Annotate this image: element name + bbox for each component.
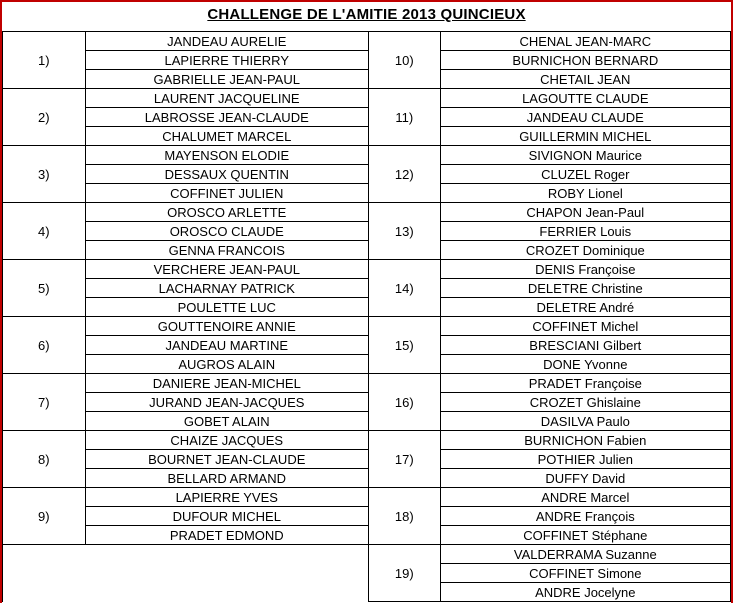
team-members: [441, 431, 731, 488]
member-name: PRADET EDMOND: [86, 526, 368, 545]
team-number: 9): [2, 488, 86, 545]
team-members: [86, 260, 369, 317]
member-name: ANDRE Jocelyne: [441, 583, 730, 602]
member-name: DUFOUR MICHEL: [86, 507, 368, 526]
member-name: BOURNET JEAN-CLAUDE: [86, 450, 368, 469]
member-name: CHALUMET MARCEL: [86, 127, 368, 146]
member-name: JANDEAU CLAUDE: [441, 108, 730, 127]
team-members: [86, 32, 369, 89]
member-name: POTHIER Julien: [441, 450, 730, 469]
team-number: 7): [2, 374, 86, 431]
team-number: 16): [369, 374, 441, 431]
member-name: BURNICHON BERNARD: [441, 51, 730, 70]
team-members: [441, 317, 731, 374]
member-name: LABROSSE JEAN-CLAUDE: [86, 108, 368, 127]
member-name: DELETRE André: [441, 298, 730, 317]
member-name: COFFINET Michel: [441, 317, 730, 336]
table-row: [2, 260, 731, 317]
member-name: CHAIZE JACQUES: [86, 431, 368, 450]
team-number: 13): [369, 203, 441, 260]
member-name: COFFINET JULIEN: [86, 184, 368, 203]
team-members: [86, 203, 369, 260]
member-name: ROBY Lionel: [441, 184, 730, 203]
member-name: CHETAIL JEAN: [441, 70, 730, 89]
member-name: AUGROS ALAIN: [86, 355, 368, 374]
team-members: [86, 89, 369, 146]
member-name: DENIS Françoise: [441, 260, 730, 279]
team-members: [86, 146, 369, 203]
team-members: [441, 260, 731, 317]
team-members: [86, 374, 369, 431]
member-name: VALDERRAMA Suzanne: [441, 545, 730, 564]
team-number: 5): [2, 260, 86, 317]
member-name: FERRIER Louis: [441, 222, 730, 241]
team-number: 18): [369, 488, 441, 545]
member-name: LAURENT JACQUELINE: [86, 89, 368, 108]
team-number: 4): [2, 203, 86, 260]
team-number: 15): [369, 317, 441, 374]
member-name: BURNICHON Fabien: [441, 431, 730, 450]
member-name: DASILVA Paulo: [441, 412, 730, 431]
member-name: JANDEAU AURELIE: [86, 32, 368, 51]
member-name: MAYENSON ELODIE: [86, 146, 368, 165]
table-row: [2, 146, 731, 203]
team-number: 6): [2, 317, 86, 374]
team-number: 10): [369, 32, 441, 89]
team-number: 3): [2, 146, 86, 203]
member-name: VERCHERE JEAN-PAUL: [86, 260, 368, 279]
team-number: 8): [2, 431, 86, 488]
member-name: GOUTTENOIRE ANNIE: [86, 317, 368, 336]
member-name: LAGOUTTE CLAUDE: [441, 89, 730, 108]
team-number: 17): [369, 431, 441, 488]
member-name: CLUZEL Roger: [441, 165, 730, 184]
member-name: BELLARD ARMAND: [86, 469, 368, 488]
member-name: GOBET ALAIN: [86, 412, 368, 431]
team-members: [441, 545, 731, 602]
member-name: LACHARNAY PATRICK: [86, 279, 368, 298]
team-members: [441, 32, 731, 89]
member-name: CROZET Dominique: [441, 241, 730, 260]
member-name: POULETTE LUC: [86, 298, 368, 317]
empty-cell: [2, 545, 369, 602]
member-name: JURAND JEAN-JACQUES: [86, 393, 368, 412]
member-name: COFFINET Simone: [441, 564, 730, 583]
team-number: 1): [2, 32, 86, 89]
member-name: LAPIERRE YVES: [86, 488, 368, 507]
team-members: [441, 203, 731, 260]
member-name: CROZET Ghislaine: [441, 393, 730, 412]
team-number: 11): [369, 89, 441, 146]
member-name: ANDRE Marcel: [441, 488, 730, 507]
member-name: DUFFY David: [441, 469, 730, 488]
member-name: LAPIERRE THIERRY: [86, 51, 368, 70]
table-row: [2, 545, 731, 602]
team-members: [86, 317, 369, 374]
member-name: COFFINET Stéphane: [441, 526, 730, 545]
member-name: CHENAL JEAN-MARC: [441, 32, 730, 51]
member-name: GUILLERMIN MICHEL: [441, 127, 730, 146]
member-name: GABRIELLE JEAN-PAUL: [86, 70, 368, 89]
team-number: 12): [369, 146, 441, 203]
table-row: [2, 488, 731, 545]
member-name: SIVIGNON Maurice: [441, 146, 730, 165]
page-title: CHALLENGE DE L'AMITIE 2013 QUINCIEUX: [207, 6, 526, 23]
team-members: [441, 374, 731, 431]
member-name: PRADET Françoise: [441, 374, 730, 393]
team-members: [86, 431, 369, 488]
member-name: DONE Yvonne: [441, 355, 730, 374]
teams-table: [2, 31, 731, 602]
table-row: [2, 32, 731, 89]
team-members: [441, 146, 731, 203]
member-name: DELETRE Christine: [441, 279, 730, 298]
member-name: OROSCO CLAUDE: [86, 222, 368, 241]
team-number: 2): [2, 89, 86, 146]
member-name: JANDEAU MARTINE: [86, 336, 368, 355]
member-name: DANIERE JEAN-MICHEL: [86, 374, 368, 393]
team-number: 14): [369, 260, 441, 317]
table-row: [2, 317, 731, 374]
team-members: [441, 89, 731, 146]
table-row: [2, 431, 731, 488]
member-name: CHAPON Jean-Paul: [441, 203, 730, 222]
table-row: [2, 374, 731, 431]
member-name: DESSAUX QUENTIN: [86, 165, 368, 184]
member-name: OROSCO ARLETTE: [86, 203, 368, 222]
team-members: [441, 488, 731, 545]
member-name: GENNA FRANCOIS: [86, 241, 368, 260]
table-row: [2, 203, 731, 260]
member-name: ANDRE François: [441, 507, 730, 526]
team-number: 19): [369, 545, 441, 602]
member-name: BRESCIANI Gilbert: [441, 336, 730, 355]
team-members: [86, 488, 369, 545]
table-row: [2, 89, 731, 146]
